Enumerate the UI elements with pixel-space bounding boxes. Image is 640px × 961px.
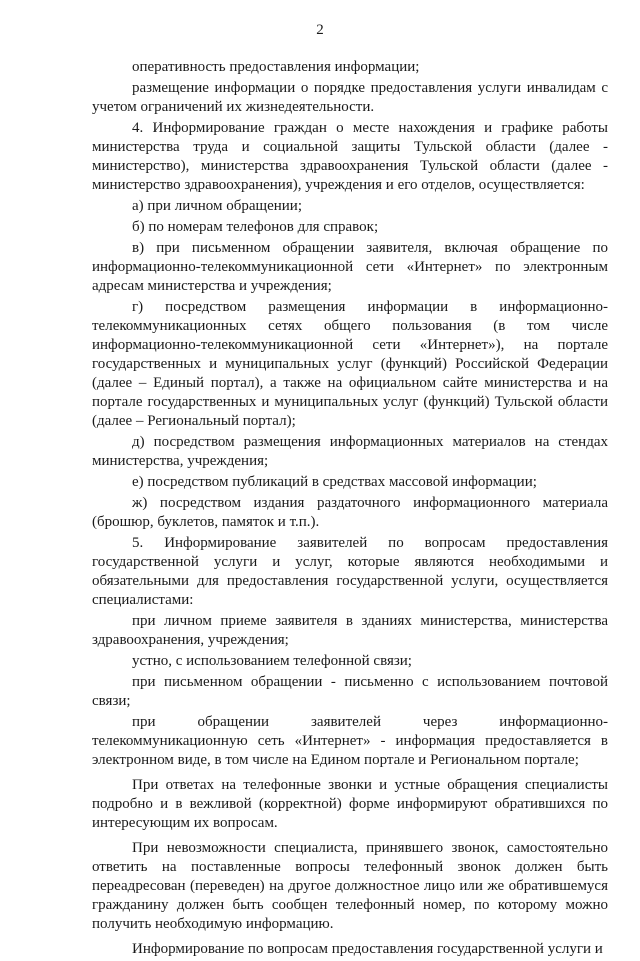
paragraph: д) посредством размещения информационных материалов на стендах министерства, учреждения; <box>92 434 608 469</box>
paragraph: При ответах на телефонные звонки и устные обращения специалисты подробно и в вежливой (корректной) форме информируют обратившихся по интересующим их вопросам. <box>92 777 608 831</box>
paragraph: оперативность предоставления информации; <box>132 59 420 75</box>
page-number: 2 <box>316 22 324 38</box>
paragraph: б) по номерам телефонов для справок; <box>132 219 379 235</box>
paragraph: при письменном обращении - письменно с использованием почтовой связи; <box>92 674 608 709</box>
paragraph: 4. Информирование граждан о месте нахождения и графике работы министерства труда и социальной защиты Тульской области (далее - министерство), министерства здравоохранения Тульской области (далее - министерство здравоохранения), учреждения и его отделов, осуществляется: <box>92 120 608 193</box>
paragraph: ж) посредством издания раздаточного информационного материала (брошюр, буклетов, памяток и т.п.). <box>92 495 608 530</box>
paragraph: г) посредством размещения информации в информационно-телекоммуникационных сетях общего пользования (в том числе информационно-телекоммуникационной сети «Интернет»), на портале государственных и муниципальных услуг (функций) Российской Федерации (далее – Единый портал), а также на официальном сайте министерства и на портале государственных и муниципальных услуг (функций) Тульской области (далее – Региональный портал); <box>92 299 608 429</box>
paragraph: при обращении заявителей через информационно-телекоммуникационную сеть «Интернет» - информация предоставляется в электронном виде, в том числе на Едином портале и Региональном портале; <box>92 714 608 768</box>
paragraph: 5. Информирование заявителей по вопросам предоставления государственной услуги и услуг, которые являются необходимыми и обязательными для предоставления государственной услуги, осуществляется специалистами: <box>92 535 608 608</box>
paragraph: При невозможности специалиста, принявшего звонок, самостоятельно ответить на поставленные вопросы телефонный звонок должен быть переадресован (переведен) на другое должностное лицо или же обратившемуся гражданину должен быть сообщен телефонный номер, по которому можно получить необходимую информацию. <box>92 840 608 932</box>
paragraph: размещение информации о порядке предоставления услуги инвалидам с учетом ограничений их жизнедеятельности. <box>92 80 608 115</box>
paragraph: устно, с использованием телефонной связи; <box>132 653 412 669</box>
document-body <box>92 58 608 961</box>
paragraph: Информирование по вопросам предоставления государственной услуги и <box>132 941 603 957</box>
paragraph: а) при личном обращении; <box>132 198 302 214</box>
paragraph: при личном приеме заявителя в зданиях министерства, министерства здравоохранения, учреждения; <box>92 613 608 648</box>
paragraph: е) посредством публикаций в средствах массовой информации; <box>132 474 537 490</box>
paragraph: в) при письменном обращении заявителя, включая обращение по информационно-телекоммуникационной сети «Интернет» по электронным адресам министерства и учреждения; <box>92 240 608 294</box>
